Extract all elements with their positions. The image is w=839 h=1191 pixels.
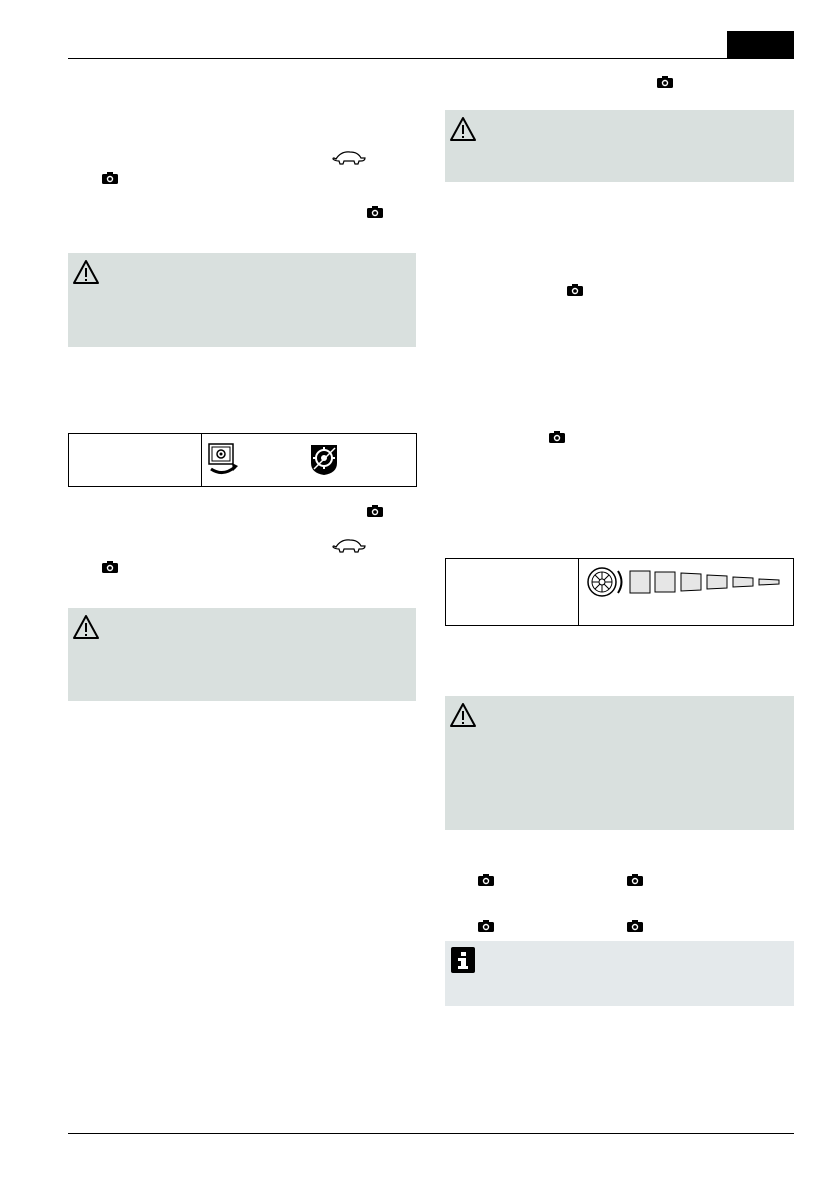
warning-box	[68, 253, 416, 347]
camera-icon	[656, 75, 674, 89]
camera-icon	[477, 873, 495, 887]
settings-rotate-icon	[208, 443, 240, 479]
camera-icon	[101, 560, 119, 574]
blade-wheel-icon	[585, 565, 631, 599]
warning-box	[445, 696, 794, 830]
warning-triangle-icon	[72, 614, 100, 640]
warning-triangle-icon	[449, 116, 477, 142]
warning-triangle-icon	[449, 702, 477, 728]
camera-icon	[566, 283, 584, 297]
gear-sticker-icon	[308, 442, 340, 476]
warning-triangle-icon	[72, 259, 100, 285]
wedge-scale-icon	[629, 569, 781, 595]
header-rule	[68, 58, 794, 59]
turtle-slow-speed-icon	[332, 536, 366, 554]
turtle-slow-speed-icon	[332, 148, 366, 166]
warning-box	[445, 110, 794, 182]
footer-rule	[68, 1133, 794, 1134]
camera-icon	[101, 171, 119, 185]
icon-table	[68, 433, 417, 487]
camera-icon	[626, 919, 644, 933]
info-box	[445, 941, 794, 1006]
camera-icon	[548, 430, 566, 444]
camera-icon	[477, 919, 495, 933]
camera-icon	[366, 205, 384, 219]
warning-box	[68, 608, 416, 701]
header-black-tab	[727, 31, 794, 59]
camera-icon	[366, 504, 384, 518]
info-icon	[451, 947, 475, 973]
camera-icon	[626, 873, 644, 887]
blade-scale-table	[445, 558, 794, 626]
